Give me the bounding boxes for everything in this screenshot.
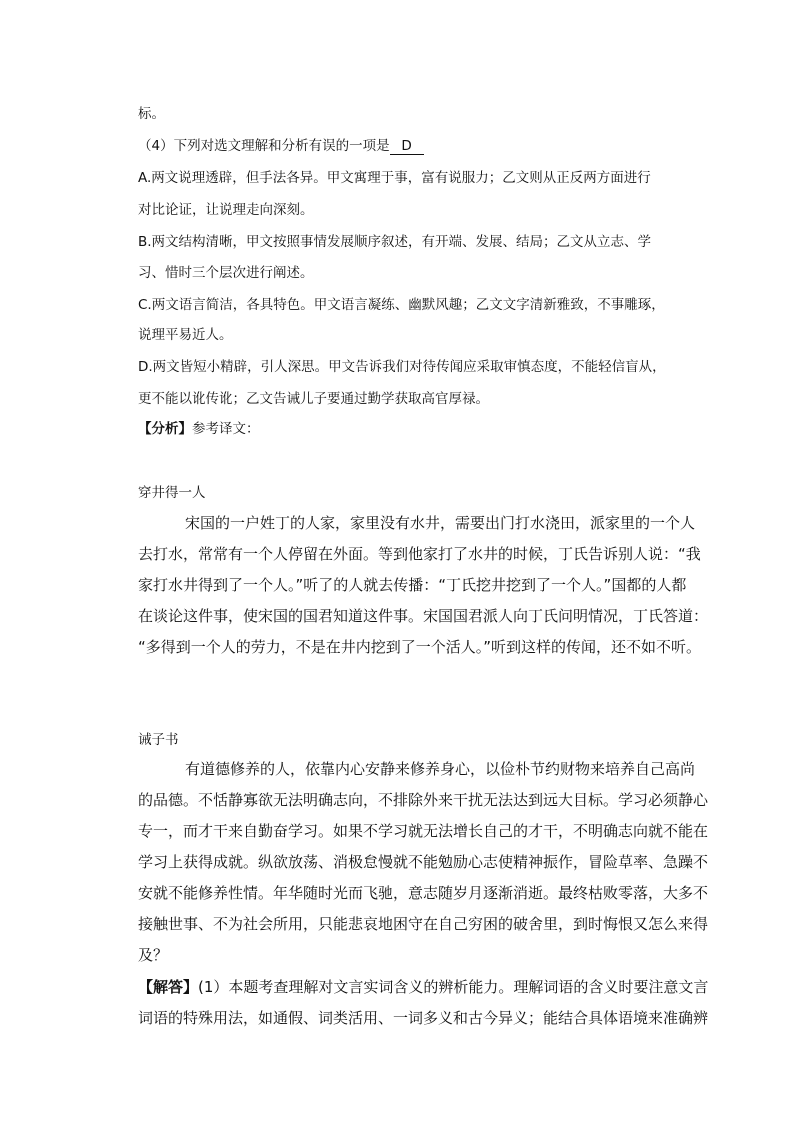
passage-2-line: 的品德。不恬静寡欲无法明确志向，不排除外来干扰无法达到远大目标。学习必须静心 <box>138 791 709 809</box>
passage-2-line: 有道德修养的人，依靠内心安静来修养身心，以俭朴节约财物来培养自己高尚 <box>185 760 696 778</box>
analysis-label: 【分析】 <box>138 421 192 437</box>
passage-2-line: 学习上获得成就。纵欲放荡、消极怠慢就不能勉励心志使精神振作，冒险草率、急躁不 <box>138 853 709 871</box>
question-4-stem <box>138 134 424 155</box>
solution-text: (1）本题考查理解对文言实词含义的辨析能力。理解词语的含义时要注意文言 <box>198 978 709 996</box>
analysis-text: 参考译文： <box>192 421 260 437</box>
passage-2-title: 诫子书 <box>138 732 179 748</box>
solution-line-2: 词语的特殊用法，如通假、词类活用、一词多义和古今异义；能结合具体语境来准确辨 <box>138 1009 709 1027</box>
passage-2-line: 接触世事、不为社会所用，只能悲哀地困守在自己穷困的破舍里，到时悔恨又怎么来得 <box>138 915 709 933</box>
passage-2-line: 安就不能修养性情。年华随时光而飞驰，意志随岁月逐渐消逝。最终枯败零落，大多不 <box>138 884 709 902</box>
option-a-line-2: 对比论证，让说理走向深刻。 <box>138 202 314 218</box>
option-d-line-2: 更不能以讹传讹；乙文告诫儿子要通过勤学获取高官厚禄。 <box>138 391 489 407</box>
solution-line-1 <box>138 976 708 997</box>
option-b-line-2: 习、惜时三个层次进行阐述。 <box>138 265 314 281</box>
solution-label: 【解答】 <box>138 978 199 996</box>
option-c-line-2: 说理平易近人。 <box>138 327 233 343</box>
passage-1-line: 在谈论这件事，使宋国的国君知道这件事。宋国国君派人向丁氏问明情况，丁氏答道： <box>138 607 709 625</box>
option-a-line-1: A.两文说理透辟，但手法各异。甲文寓理于事，富有说服力；乙文则从正反两方面进行 <box>138 170 651 186</box>
passage-2-line: 专一，而才干来自勤奋学习。如果不学习就无法增长自己的才干，不明确志向就不能在 <box>138 822 709 840</box>
passage-2-line: 及？ <box>138 946 169 964</box>
text-line: 标。 <box>138 106 165 122</box>
option-b-line-1: B.两文结构清晰，甲文按照事情发展顺序叙述，有开端、发展、结局；乙文从立志、学 <box>138 234 652 250</box>
passage-1-line: 宋国的一户姓丁的人家，家里没有水井，需要出门打水浇田，派家里的一个人 <box>185 514 696 532</box>
passage-1-title: 穿井得一人 <box>138 485 206 501</box>
option-c-line-1: C.两文语言简洁，各具特色。甲文语言凝练、幽默风趣；乙文文字清新雅致，不事雕琢， <box>138 297 665 313</box>
option-d-line-1: D.两文皆短小精辟，引人深思。甲文告诉我们对待传闻应采取审慎态度，不能轻信盲从， <box>138 359 666 375</box>
passage-1-line: 家打水井得到了一个人。”听了的人就去传播：“丁氏挖井挖到了一个人。”国都的人都 <box>138 576 687 594</box>
passage-1-line: “多得到一个人的劳力，不是在井内挖到了一个活人。”听到这样的传闻，还不如不听。 <box>138 638 702 656</box>
question-4-prompt: （4）下列对选文理解和分析有误的一项是 <box>138 138 390 154</box>
passage-1-line: 去打水，常常有一个人停留在外面。等到他家打了水井的时候，丁氏告诉别人说：“我 <box>138 545 701 563</box>
analysis-heading <box>138 417 260 437</box>
question-4-answer: D <box>390 139 424 155</box>
